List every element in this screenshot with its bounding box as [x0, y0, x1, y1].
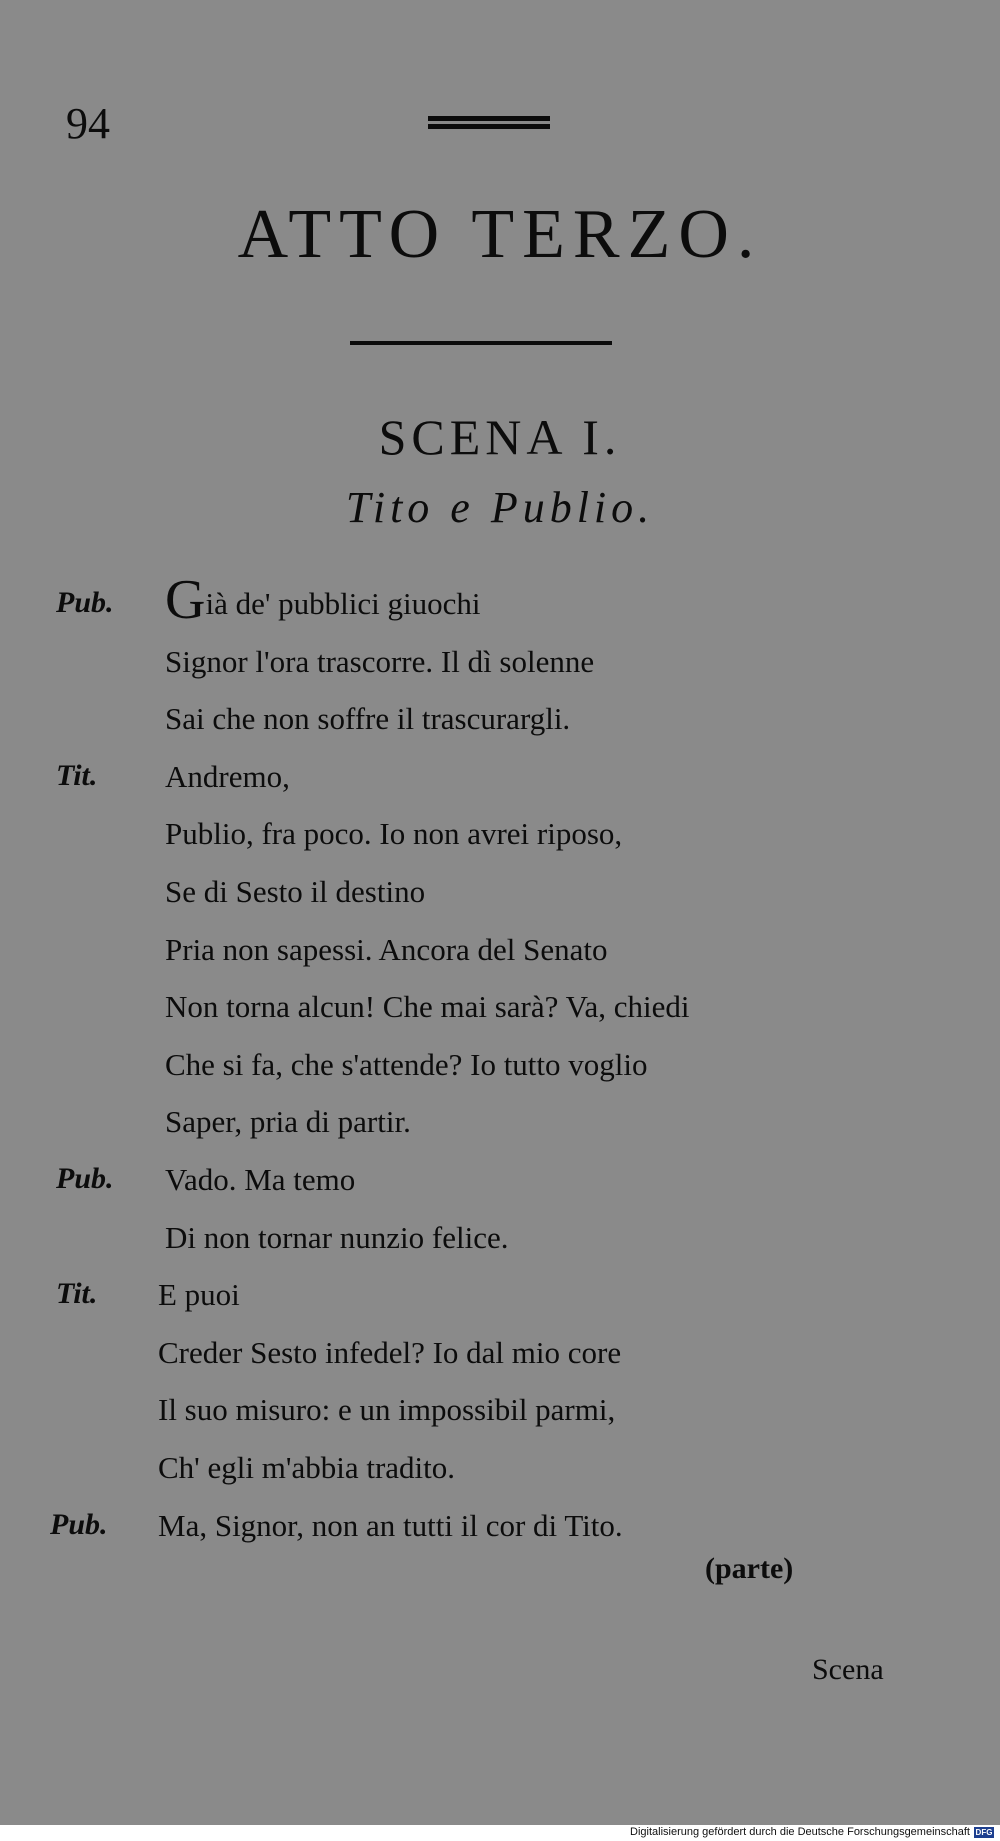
speaker-label: Tit.	[56, 1277, 98, 1311]
verse-text	[165, 701, 570, 737]
speaker-label: Tit.	[56, 758, 98, 792]
verse-text	[158, 1508, 623, 1544]
verse-text-body: Pria non sapessi. Ancora del Senato	[165, 931, 608, 967]
verse-line	[0, 1271, 1000, 1327]
drop-cap-letter: G	[165, 569, 206, 631]
page-number: 94	[66, 99, 110, 148]
verse-text-body: Se di Sesto il destino	[165, 874, 426, 909]
dfg-logo: DFG	[975, 1828, 993, 1837]
act-title: ATTO TERZO.	[237, 196, 763, 273]
verse-text	[165, 874, 425, 910]
verse-text	[158, 1277, 240, 1313]
verse-text	[165, 569, 481, 631]
speaker-label: Pub.	[56, 1162, 114, 1195]
verse-text	[158, 1450, 455, 1486]
catchword: Scena	[812, 1653, 884, 1686]
verse-text-body: Vado. Ma temo	[165, 1162, 356, 1197]
verse-text-body: Andremo,	[165, 758, 290, 794]
verse-text-body: Ch' egli m'abbia tradito.	[158, 1450, 455, 1485]
verse-line	[0, 926, 1000, 982]
verse-text-body: Che si fa, che s'attende? Io tutto voglio	[165, 1046, 648, 1082]
verse-line	[0, 810, 1000, 866]
verse-line	[0, 868, 1000, 924]
footer-credit-text: Digitalisierung gefördert durch die Deutsche Forschungsgemeinschaft	[630, 1826, 970, 1838]
verse-text	[165, 816, 622, 852]
verse-text	[165, 1220, 508, 1256]
verse-line	[0, 983, 1000, 1039]
verse-text-body: E puoi	[158, 1277, 240, 1313]
verse-text	[165, 759, 290, 795]
act-divider-rule	[350, 341, 612, 345]
verse-line	[0, 1041, 1000, 1097]
speaker-label: Pub.	[56, 586, 114, 619]
verse-text-body: ià de' pubblici giuochi	[205, 586, 481, 621]
verse-text-body: Non torna alcun! Che mai sarà? Va, chiedi	[165, 989, 690, 1025]
verse-line	[0, 638, 1000, 694]
verse-text	[165, 1162, 355, 1198]
verse-line	[0, 695, 1000, 751]
verse-line	[0, 1098, 1000, 1154]
header-ornament-rule	[428, 116, 550, 132]
verse-text	[158, 1392, 615, 1428]
verse-line	[0, 1156, 1000, 1212]
verse-text	[165, 1047, 648, 1083]
speaker-label: Pub.	[50, 1507, 108, 1541]
verse-line	[0, 1444, 1000, 1500]
verse-text-body: Di non tornar nunzio felice.	[165, 1219, 509, 1255]
verse-text-body: Il suo misuro: e un impossibil parmi,	[158, 1392, 616, 1428]
verse-text-body: Signor l'ora trascorre. Il dì solenne	[165, 643, 595, 679]
verse-line	[0, 569, 1000, 636]
verse-line	[0, 1214, 1000, 1270]
verse-line	[0, 1502, 1000, 1558]
scene-title: SCENA I.	[378, 409, 622, 465]
digitization-footer	[0, 1825, 1000, 1841]
verse-text	[165, 989, 690, 1025]
verse-text	[165, 932, 608, 968]
verse-text	[165, 1104, 411, 1140]
verse-text-body: Publio, fra poco. Io non avrei riposo,	[165, 816, 623, 852]
verse-text-body: Creder Sesto infedel? Io dal mio core	[158, 1334, 622, 1370]
verse-text	[165, 644, 594, 680]
verse-line	[0, 753, 1000, 809]
verse-line	[0, 1386, 1000, 1442]
stage-direction: (parte)	[705, 1552, 794, 1585]
scene-characters: Tito e Publio.	[345, 483, 655, 532]
verse-text-body: Ma, Signor, non an tutti il cor di Tito.	[158, 1507, 623, 1543]
verse-text	[158, 1335, 621, 1371]
verse-text-body: Saper, pria di partir.	[165, 1104, 411, 1140]
verse-text-body: Sai che non soffre il trascurargli.	[165, 701, 571, 737]
verse-line	[0, 1329, 1000, 1385]
